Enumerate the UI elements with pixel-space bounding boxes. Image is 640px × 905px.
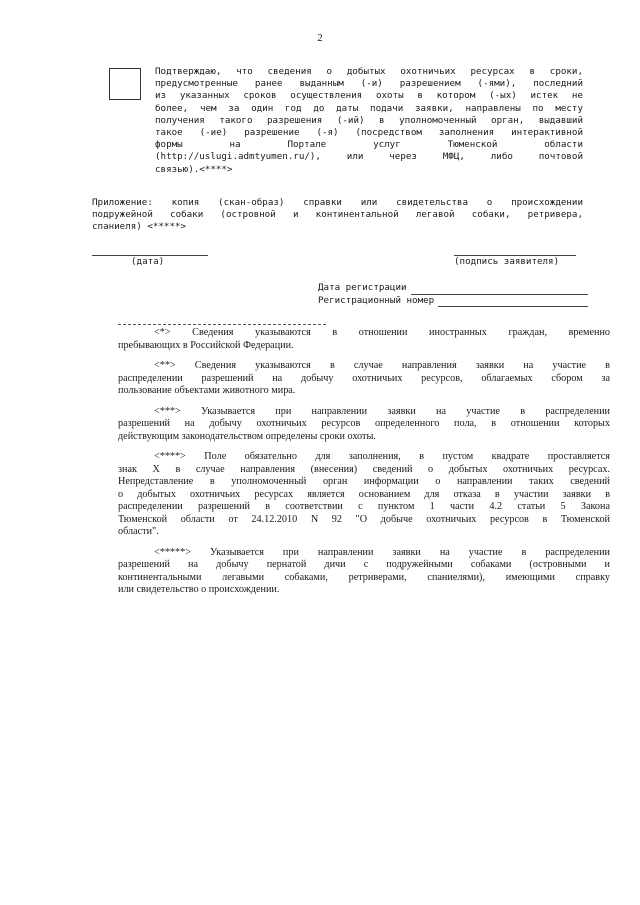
footnote-line: Непредставление в уполномоченный орган информации о направлении таких сведений — [118, 476, 610, 487]
confirmation-line: из указанных сроков осуществления охоты в котором (-ых) истек не — [155, 90, 583, 102]
footnote-line: континентальными легавыми собаками, ретриверами, спаниелями), имеющими справку — [118, 571, 610, 583]
footnote — [118, 451, 610, 539]
confirmation-line: Подтверждаю, что сведения о добытых охотничьих ресурсах в сроки, — [155, 66, 583, 77]
footnote-line: о добытых охотничьих ресурсах является основанием для отказа в участии заявки в — [118, 488, 610, 500]
footnote — [118, 547, 610, 597]
confirmation-line: предусмотренные ранее выданным (-и) разрешением (-ями), последний — [155, 78, 583, 90]
confirmation-checkbox[interactable] — [109, 68, 141, 100]
footnote-line: пребывающих в Российской Федерации. — [118, 339, 294, 351]
registration-block — [318, 282, 588, 307]
applicant-signature-label: (подпись заявителя) — [454, 256, 560, 267]
confirmation-line: (http://uslugi.admtyumen.ru/), или через МФЦ, либо почтовой — [155, 151, 583, 163]
footnote — [118, 406, 610, 444]
registration-date-row — [318, 282, 588, 295]
footnote-line: разрешений на добычу пернатой дичи с подружейными собаками (островными и — [118, 559, 610, 570]
footnote-line: <*> Сведения указываются в отношении иностранных граждан, временно — [154, 327, 610, 338]
confirmation-line: более, чем за один год до даты подачи заявки, направлены по месту — [155, 102, 583, 114]
appendix-line: подружейной собаки (островной и континентальной легавой собаки, ретривера, — [92, 209, 583, 221]
signature-row — [0, 247, 640, 271]
footnote-line: <****> Поле обязательно для заполнения, в пустом квадрате проставляется — [154, 451, 610, 462]
registration-date-field[interactable] — [411, 285, 588, 295]
footnote — [118, 360, 610, 398]
confirmation-line: получения такого разрешения (-ий) в уполномоченный орган, выдавший — [155, 114, 583, 126]
footnote-line: пользование объектами животного мира. — [118, 385, 296, 396]
footnote-line: разрешений на добычу охотничьих ресурсов определенного пола, в отношении которых — [118, 418, 610, 429]
footnote-line: или свидетельство о происхождении. — [118, 584, 280, 595]
footnote-line: <**> Сведения указываются в случае направления заявки на участие в — [154, 360, 610, 371]
registration-number-label: Регистрационный номер — [318, 294, 435, 306]
footnote-line: действующим законодательством определены сроки охоты. — [118, 430, 376, 442]
date-label: (дата) — [131, 256, 165, 267]
confirmation-line: формы на Портале услуг Тюменской области — [155, 139, 583, 151]
confirmation-line: связью).<****> — [155, 163, 233, 175]
confirmation-line: такое (-ие) разрешение (-я) (посредством заполнения интерактивной — [155, 127, 583, 139]
footnote-line: распределении разрешений в соответствии с пунктом 1 части 4.2 статьи 5 Закона — [118, 501, 610, 512]
appendix-text — [92, 197, 583, 234]
footnote-line: <***> Указывается при направлении заявки на участие в распределении — [154, 405, 610, 417]
registration-date-label: Дата регистрации — [318, 282, 407, 294]
appendix-line: спаниеля) <*****> — [92, 221, 187, 233]
footnote-line: Тюменской области от 24.12.2010 N 92 "О добыче охотничьих ресурсов в Тюменской — [118, 513, 610, 525]
page-number: 2 — [317, 32, 323, 44]
footnote-line: распределении разрешений на добычу охотничьих ресурсов, облагаемых сбором за — [118, 372, 610, 384]
appendix-line: Приложение: копия (скан-образ) справки или свидетельства о происхождении — [92, 197, 583, 208]
registration-number-field[interactable] — [438, 297, 588, 307]
footnote-line: области". — [118, 526, 159, 537]
footnote — [118, 327, 610, 352]
footnote-divider — [118, 324, 326, 325]
footnote-line: знак X в случае направления (внесения) сведений о добытых охотничьих ресурсах. — [118, 463, 610, 475]
registration-number-row — [318, 295, 588, 308]
footnote-line: <*****> Указывается при направлении заявки на участие в распределении — [154, 546, 610, 558]
footnotes — [118, 327, 610, 605]
confirmation-text — [155, 66, 583, 176]
